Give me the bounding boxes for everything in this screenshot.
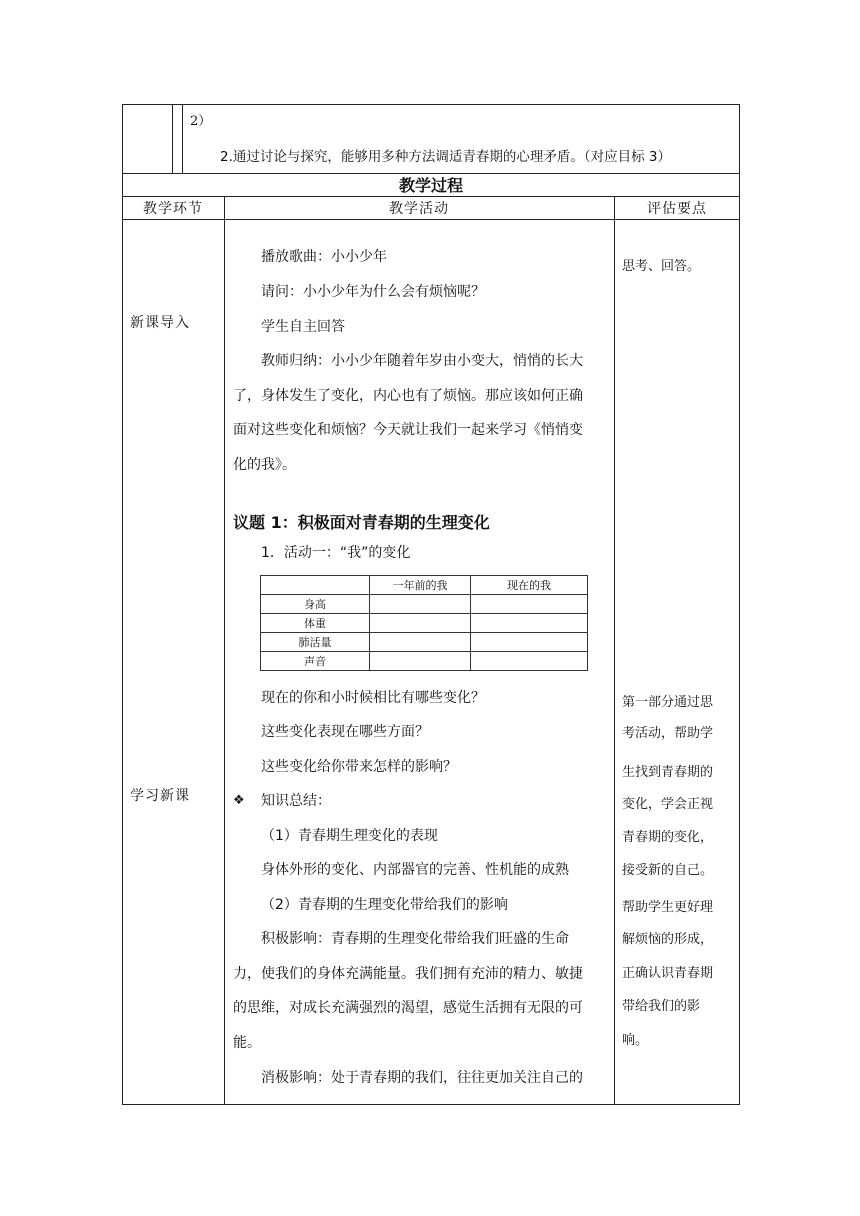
- goal-line-2: 2.通过讨论与探究，能够用多种方法调适青春期的心理矛盾。（对应目标 3）: [220, 149, 672, 165]
- intro-line: 面对这些变化和烦恼？今天就让我们一起来学习《悄悄变: [233, 422, 583, 438]
- goal-line-continued: 2）: [190, 114, 212, 129]
- header-activity: 教学活动: [389, 201, 449, 217]
- point-line: （2）青春期的生理变化带给我们的影响: [261, 897, 508, 913]
- evaluation-line: 接受新的自己。: [622, 863, 714, 878]
- evaluation-line: 响。: [622, 1033, 649, 1048]
- table-cell: [370, 595, 471, 614]
- col-divider-eval: [614, 196, 615, 1105]
- stage-intro: 新课导入: [130, 315, 190, 331]
- question-line: 这些变化表现在哪些方面？: [261, 724, 429, 740]
- evaluation-line: 正确认识青春期: [622, 966, 714, 981]
- table-cell: [471, 652, 588, 671]
- table-cell: [471, 614, 588, 633]
- point-line: （1）青春期生理变化的表现: [261, 828, 438, 844]
- col-divider-stage: [224, 196, 225, 1105]
- evaluation-line: 生找到青春期的: [622, 765, 714, 780]
- row-label: 声音: [261, 652, 370, 671]
- header-evaluation: 评估要点: [647, 201, 707, 217]
- table-cell: [370, 652, 471, 671]
- divider-after-goals: [122, 173, 740, 174]
- evaluation-line: 带给我们的影: [622, 999, 701, 1014]
- change-table-header-cell: 现在的我: [471, 576, 588, 595]
- point-line: 的思维，对成长充满强烈的渴望，感觉生活拥有无限的可: [233, 1000, 583, 1016]
- table-cell: [370, 633, 471, 652]
- stage-learning: 学习新课: [130, 788, 190, 804]
- table-row: [261, 614, 588, 633]
- intro-evaluation: 思考、回答。: [622, 259, 701, 274]
- table-cell: [370, 614, 471, 633]
- intro-line: 了，身体发生了变化，内心也有了烦恼。那应该如何正确: [233, 388, 583, 404]
- evaluation-line: 变化，学会正视: [622, 797, 714, 812]
- row-label: 身高: [261, 595, 370, 614]
- table-row: [261, 633, 588, 652]
- point-line: 积极影响：青春期的生理变化带给我们旺盛的生命: [261, 931, 569, 947]
- process-title: 教学过程: [398, 176, 463, 195]
- intro-line: 学生自主回答: [261, 319, 345, 335]
- question-line: 这些变化给你带来怎样的影响？: [261, 759, 457, 775]
- point-line: 身体外形的变化、内部器官的完善、性机能的成熟: [261, 862, 569, 878]
- point-line: 消极影响：处于青春期的我们，往往更加关注自己的: [261, 1070, 583, 1086]
- intro-line: 请问：小小少年为什么会有烦恼呢？: [261, 284, 485, 300]
- point-line: 能。: [233, 1035, 261, 1051]
- intro-line: 化的我》。: [233, 457, 296, 473]
- row-label: 肺活量: [261, 633, 370, 652]
- top-col-divider-1: [172, 104, 173, 173]
- intro-line: 教师归纳：小小少年随着年岁由小变大，悄悄的长大: [261, 353, 583, 369]
- point-line: 力，使我们的身体充满能量。我们拥有充沛的精力、敏捷: [233, 966, 583, 982]
- evaluation-line: 第一部分通过思: [622, 695, 714, 710]
- table-cell: [471, 633, 588, 652]
- summary-label: 知识总结：: [261, 793, 331, 809]
- row-label: 体重: [261, 614, 370, 633]
- divider-after-header: [122, 219, 740, 220]
- change-table-header-cell: 一年前的我: [370, 576, 471, 595]
- change-table-header: [261, 576, 588, 595]
- change-table-corner: [261, 576, 370, 595]
- divider-after-title: [122, 196, 740, 197]
- topic-heading: 议题 1：积极面对青春期的生理变化: [233, 513, 490, 532]
- evaluation-line: 解烦恼的形成，: [622, 932, 714, 947]
- evaluation-line: 青春期的变化，: [622, 830, 714, 845]
- evaluation-line: 考活动，帮助学: [622, 726, 714, 741]
- activity-title: 1．活动一：“我”的变化: [261, 545, 411, 561]
- header-stage: 教学环节: [143, 201, 203, 217]
- table-row: [261, 595, 588, 614]
- diamond-bullet-icon: ❖: [233, 793, 245, 808]
- table-cell: [471, 595, 588, 614]
- table-row: [261, 652, 588, 671]
- question-line: 现在的你和小时候相比有哪些变化？: [261, 690, 485, 706]
- intro-line: 播放歌曲：小小少年: [261, 249, 387, 265]
- evaluation-line: 帮助学生更好理: [622, 900, 714, 915]
- change-table: [260, 575, 588, 671]
- top-col-divider-2: [182, 104, 183, 173]
